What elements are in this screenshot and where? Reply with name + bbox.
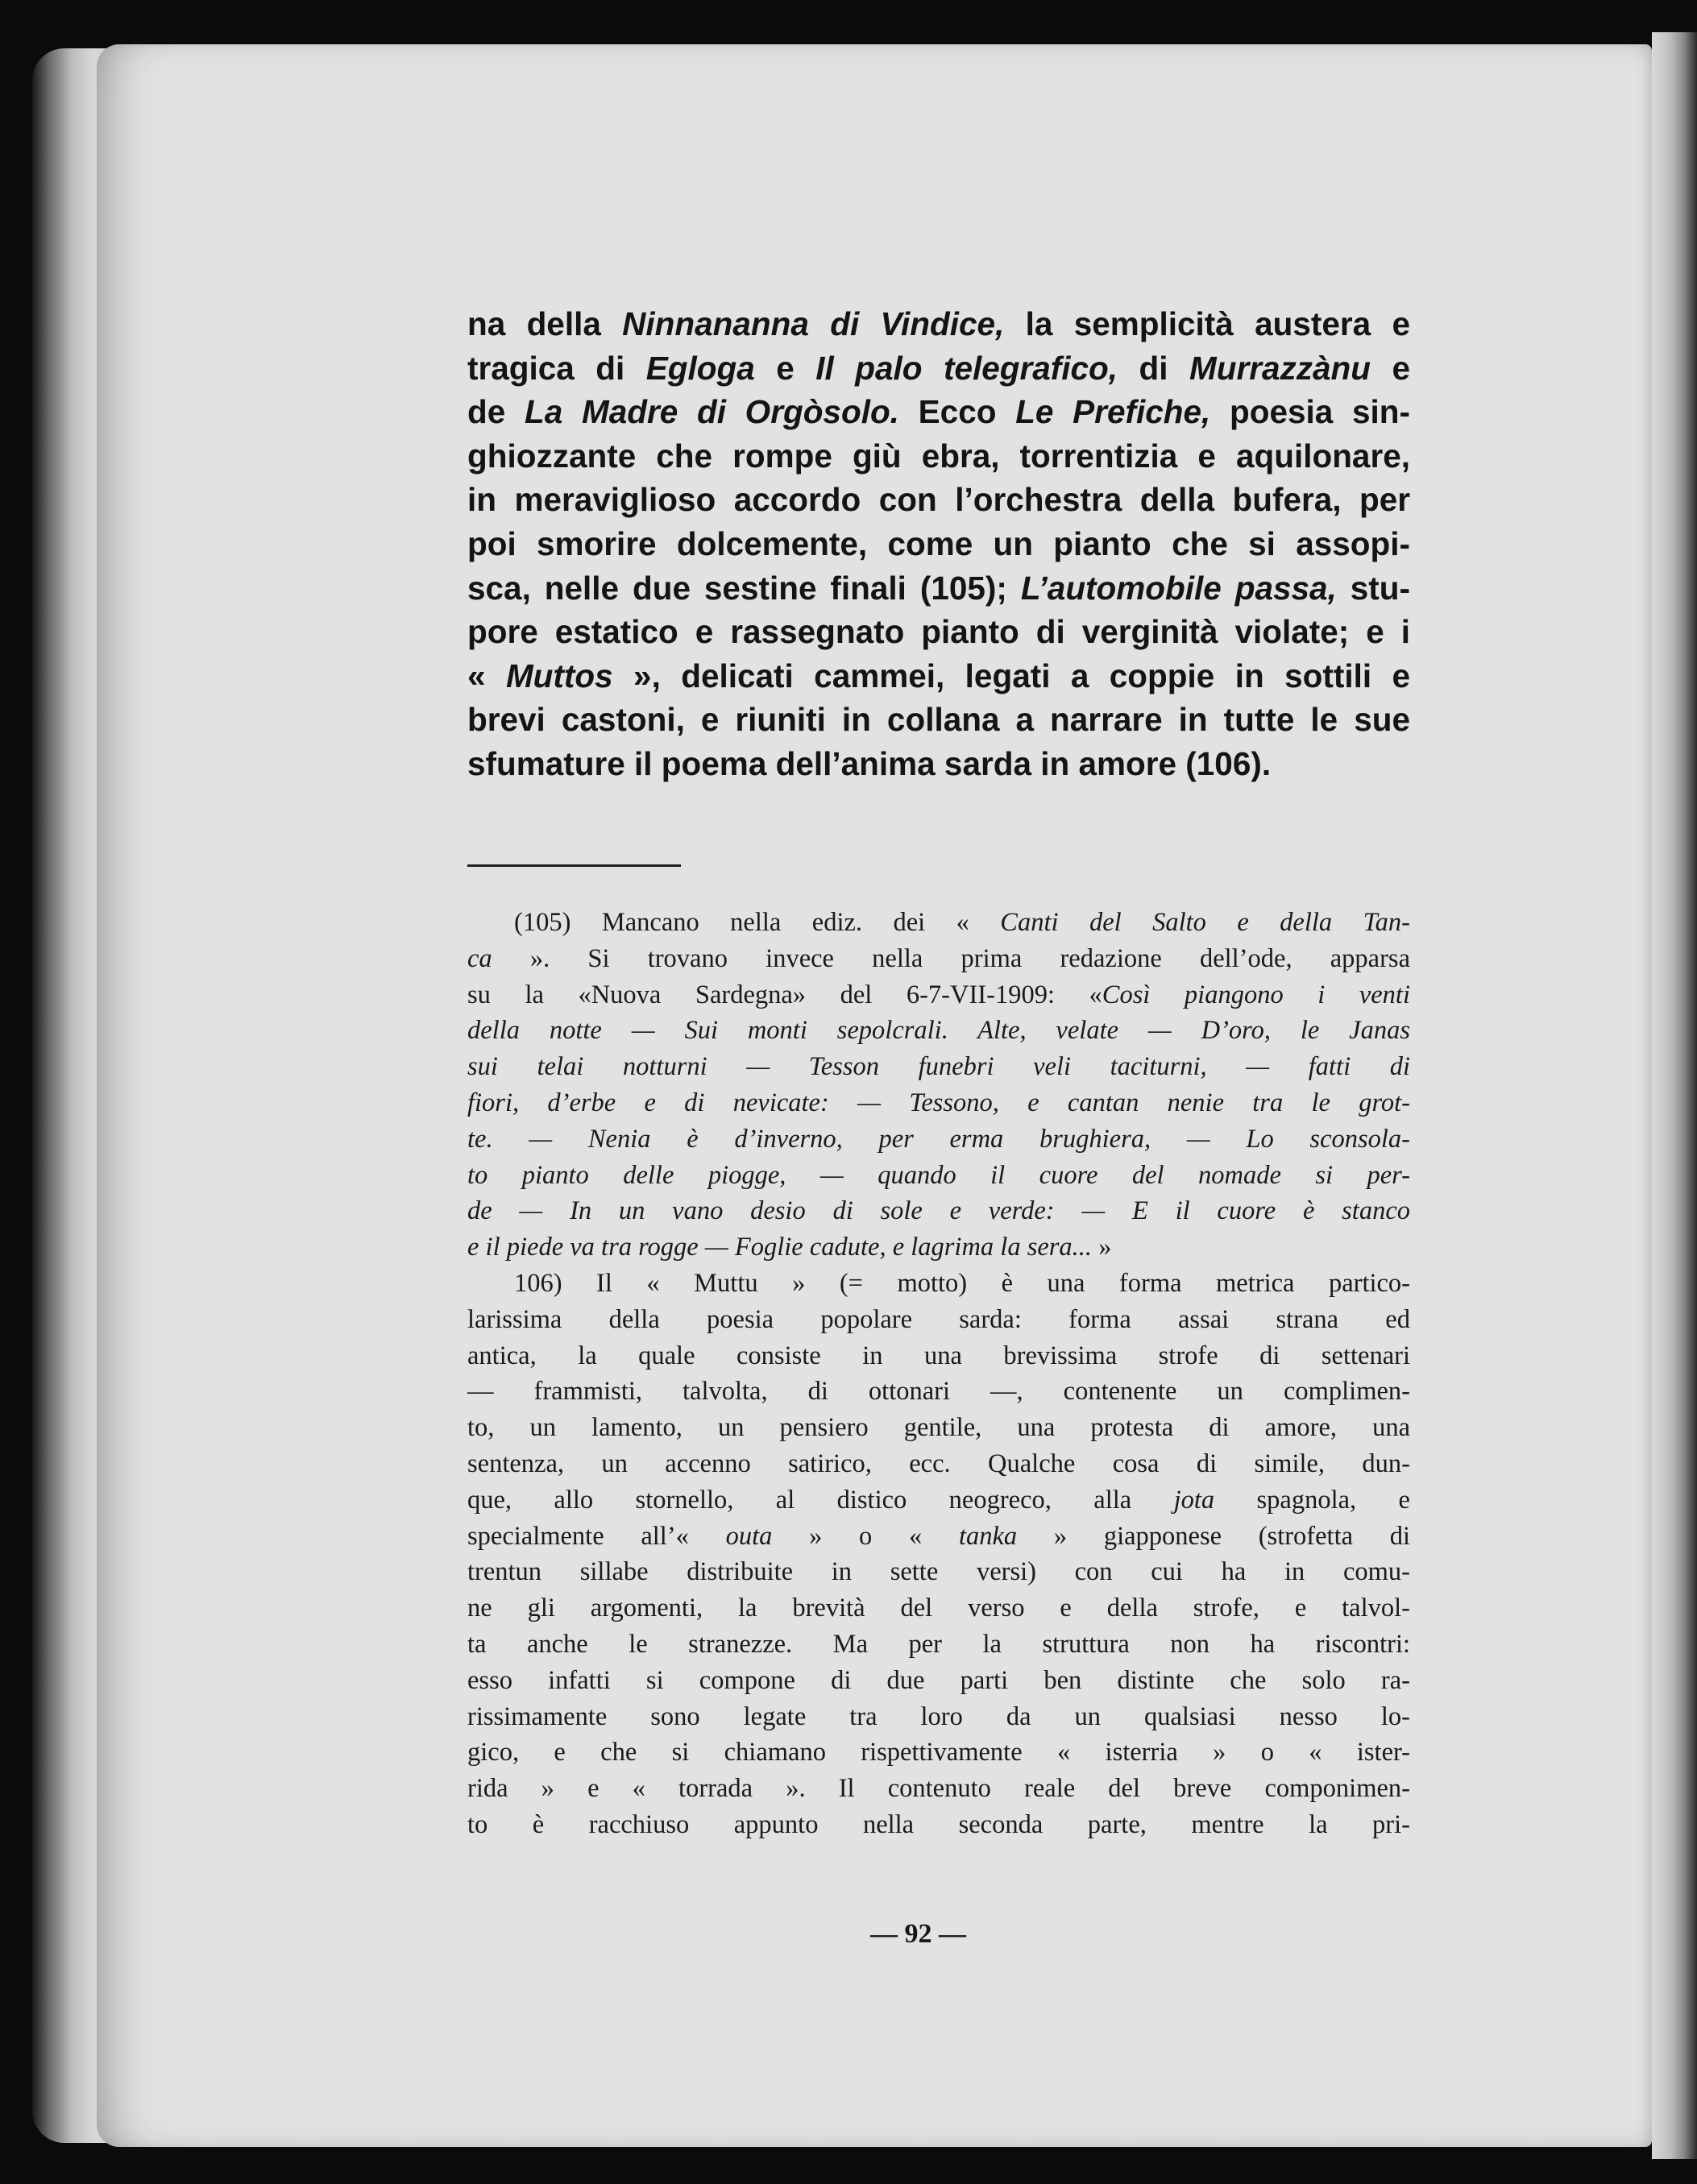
text-run: rissimamente sono legate tra loro da un qualsiasi nesso lo- bbox=[467, 1701, 1410, 1731]
text-run: spagnola, e bbox=[1214, 1485, 1410, 1515]
body-line bbox=[467, 566, 1410, 611]
text-run: larissima della poesia popolare sarda: forma assai strana ed bbox=[467, 1304, 1410, 1334]
text-run: « bbox=[467, 657, 506, 694]
italic-text: ca bbox=[467, 943, 492, 973]
body-line bbox=[467, 346, 1410, 391]
text-run: », delicati cammei, legati a coppie in sottili e bbox=[612, 657, 1411, 694]
footnotes-line bbox=[467, 941, 1410, 977]
footnotes-line bbox=[467, 905, 1410, 941]
text-run: » bbox=[1092, 1233, 1112, 1262]
italic-text: L’automobile passa, bbox=[1020, 569, 1337, 607]
footnotes-line bbox=[467, 977, 1410, 1013]
page-number: — 92 — bbox=[870, 1919, 966, 1949]
text-run: stu- bbox=[1336, 569, 1410, 607]
italic-text: to pianto delle piogge, — quando il cuore del nomade si per- bbox=[467, 1160, 1410, 1190]
italic-text: La Madre di Orgòsolo. bbox=[524, 393, 899, 431]
body-line bbox=[467, 434, 1410, 479]
text-run: 106) Il « Muttu » (= motto) è una forma metrica partico- bbox=[514, 1268, 1410, 1298]
text-run: trentun sillabe distribuite in sette versi) con cui ha in comu- bbox=[467, 1557, 1410, 1587]
italic-text: tanka bbox=[958, 1521, 1018, 1551]
italic-text: Le Prefiche, bbox=[1015, 393, 1211, 431]
italic-text: Ninnananna di Vindice, bbox=[622, 305, 1005, 342]
italic-text: e il piede va tra rogge — Foglie cadute, e lagrima la sera... bbox=[467, 1233, 1093, 1262]
body-line bbox=[467, 522, 1410, 566]
body-line bbox=[467, 742, 1410, 786]
text-run: di bbox=[1118, 349, 1189, 387]
text-run: » o « bbox=[772, 1521, 959, 1551]
footnotes-line bbox=[467, 1302, 1410, 1338]
text-run: antica, la quale consiste in una brevissima strofe di settenari bbox=[467, 1341, 1410, 1370]
text-run: specialmente all’« bbox=[467, 1521, 726, 1551]
italic-text: fiori, d’erbe e di nevicate: — Tessono, e cantan nenie tra le grot- bbox=[467, 1088, 1410, 1117]
text-run: poesia sin- bbox=[1210, 393, 1410, 431]
body-paragraph bbox=[467, 302, 1410, 786]
text-run: — frammisti, talvolta, di ottonari —, contenente un complimen- bbox=[467, 1377, 1410, 1407]
italic-text: Muttos bbox=[505, 657, 613, 694]
footnotes-line bbox=[467, 1158, 1410, 1194]
footnotes-line bbox=[467, 1482, 1410, 1519]
body-line bbox=[467, 478, 1410, 522]
footnotes-line bbox=[467, 1554, 1410, 1590]
text-run: sentenza, un accenno satirico, ecc. Qualche cosa di simile, dun- bbox=[467, 1448, 1410, 1478]
text-run: Ecco bbox=[898, 393, 1016, 431]
footnotes-line bbox=[467, 1338, 1410, 1374]
italic-text: jota bbox=[1173, 1485, 1215, 1515]
footnotes-line bbox=[467, 1519, 1410, 1555]
footnotes-line bbox=[467, 1374, 1410, 1410]
footnotes-line bbox=[467, 1049, 1410, 1085]
text-run: in meraviglioso accordo con l’orchestra della bufera, per bbox=[467, 481, 1410, 519]
text-run: ghiozzante che rompe giù ebra, torrentizia e aquilonare, bbox=[467, 437, 1410, 475]
text-run: que, allo stornello, al distico neogreco, alla bbox=[467, 1485, 1174, 1515]
text-run: su la «Nuova Sardegna» del 6-7-VII-1909: « bbox=[467, 980, 1102, 1009]
body-line bbox=[467, 610, 1410, 654]
footnotes-line bbox=[467, 1663, 1410, 1699]
italic-text: outa bbox=[725, 1521, 773, 1551]
footnotes-line bbox=[467, 1590, 1410, 1627]
text-run: e bbox=[1371, 349, 1410, 387]
book-page-edge-right bbox=[1652, 32, 1697, 2159]
text-run: ». Si trovano invece nella prima redazione dell’ode, apparsa bbox=[492, 943, 1410, 973]
body-line bbox=[467, 654, 1410, 698]
text-run: la semplicità austera e bbox=[1004, 305, 1411, 342]
text-run: e bbox=[754, 349, 816, 387]
text-run: de bbox=[467, 393, 525, 431]
text-run: tragica di bbox=[467, 349, 646, 387]
text-run: » giapponese (strofetta di bbox=[1017, 1521, 1411, 1551]
text-run: to è racchiuso appunto nella seconda parte, mentre la pri- bbox=[467, 1809, 1410, 1839]
footnote-separator bbox=[467, 864, 681, 867]
footnotes bbox=[467, 905, 1410, 1843]
text-run: ta anche le stranezze. Ma per la struttura non ha riscontri: bbox=[467, 1629, 1410, 1659]
footnotes-line bbox=[467, 1193, 1410, 1229]
text-run: rida » e « torrada ». Il contenuto reale del breve componimen- bbox=[467, 1774, 1410, 1804]
italic-text: Così piangono i venti bbox=[1102, 980, 1410, 1009]
text-run: to, un lamento, un pensiero gentile, una protesta di amore, una bbox=[467, 1413, 1410, 1443]
text-run: poi smorire dolcemente, come un pianto che si assopi- bbox=[467, 524, 1410, 562]
footnotes-line bbox=[467, 1013, 1410, 1049]
italic-text: te. — Nenia è d’inverno, per erma brughiera, — Lo sconsola- bbox=[467, 1124, 1410, 1154]
text-run: ne gli argomenti, la brevità del verso e della strofe, e talvol- bbox=[467, 1593, 1410, 1623]
text-run: gico, e che si chiamano rispettivamente « isterria » o « ister- bbox=[467, 1738, 1410, 1768]
italic-text: Il palo telegrafico, bbox=[815, 349, 1118, 387]
footnotes-line bbox=[467, 1734, 1410, 1771]
body-line bbox=[467, 390, 1410, 434]
text-run: (105) Mancano nella ediz. dei « bbox=[514, 908, 1001, 937]
footnotes-line bbox=[467, 1446, 1410, 1482]
text-run: sfumature il poema dell’anima sarda in amore (106). bbox=[467, 744, 1272, 782]
text-run: esso infatti si compone di due parti ben distinte che solo ra- bbox=[467, 1665, 1410, 1695]
italic-text: Egloga bbox=[645, 349, 755, 387]
italic-text: sui telai notturni — Tesson funebri veli taciturni, — fatti di bbox=[467, 1052, 1410, 1082]
body-line bbox=[467, 302, 1410, 346]
footnotes-line bbox=[467, 1121, 1410, 1158]
text-run: brevi castoni, e riuniti in collana a narrare in tutte le sue bbox=[467, 701, 1410, 739]
footnotes-line bbox=[467, 1085, 1410, 1121]
italic-text: Murrazzànu bbox=[1189, 349, 1371, 387]
text-run: na della bbox=[467, 305, 623, 342]
footnotes-line bbox=[467, 1771, 1410, 1807]
footnotes-line bbox=[467, 1410, 1410, 1446]
italic-text: della notte — Sui monti sepolcrali. Alte, velate — D’oro, le Janas bbox=[467, 1016, 1410, 1046]
footnotes-line bbox=[467, 1627, 1410, 1663]
italic-text: de — In un vano desio di sole e verde: — E il cuore è stanco bbox=[467, 1196, 1410, 1226]
footnotes-line bbox=[467, 1699, 1410, 1735]
text-run: sca, nelle due sestine finali (105); bbox=[467, 569, 1021, 607]
footnotes-line bbox=[467, 1266, 1410, 1302]
footnotes-line bbox=[467, 1229, 1410, 1266]
text-run: pore estatico e rassegnato pianto di verginità violate; e i bbox=[467, 613, 1410, 651]
footnotes-line bbox=[467, 1807, 1410, 1843]
body-line bbox=[467, 698, 1410, 742]
italic-text: Canti del Salto e della Tan- bbox=[1000, 908, 1411, 937]
